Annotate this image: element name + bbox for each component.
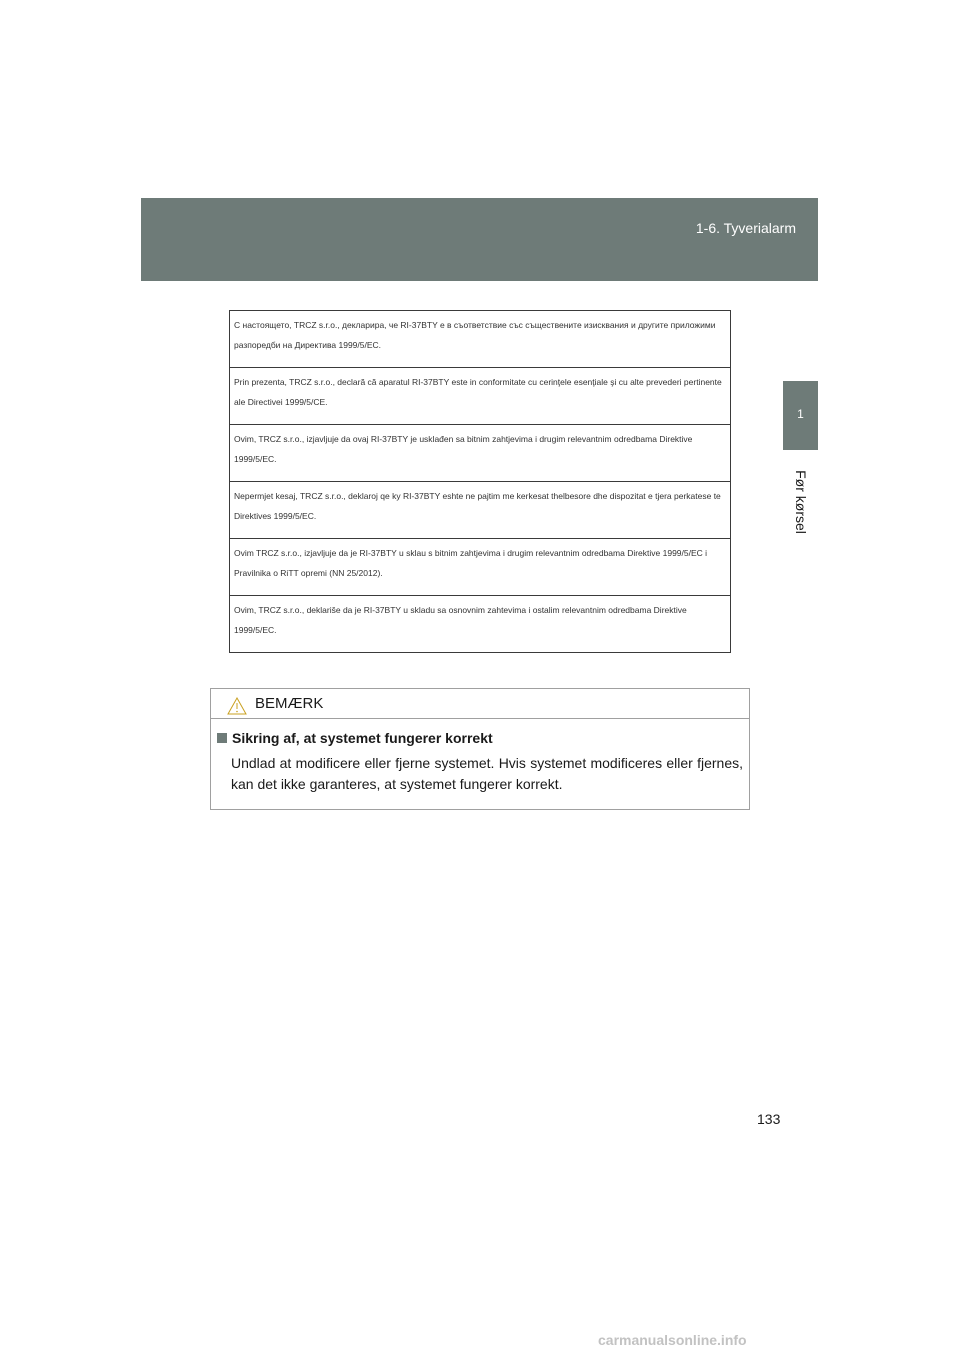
notice-box	[210, 688, 750, 810]
notice-bullet	[217, 727, 743, 749]
declaration-serbian: Ovim, TRCZ s.r.o., deklariše da je RI-37BTY u skladu sa osnovnim zahtevima i ostalim relevantnim odredbama Direktive 1999/5/EC.	[234, 605, 687, 635]
watermark: carmanualsonline.info	[598, 1332, 747, 1348]
square-bullet-icon	[217, 733, 227, 743]
notice-body	[211, 719, 749, 795]
declaration-table	[229, 310, 731, 653]
notice-header	[211, 689, 749, 719]
notice-bullet-heading: Sikring af, at systemet fungerer korrekt	[232, 730, 493, 746]
declaration-albanian: Nepermjet kesaj, TRCZ s.r.o., deklaroj qe ky RI-37BTY eshte ne pajtim me kerkesat thelbesore dhe dispozitat e tjera perkatese te Direktives 1999/5/EC.	[230, 482, 730, 539]
declaration-bulgarian: С настоящето, TRCZ s.r.o., декларира, че RI-37BTY е в съответствие със съществените изисквания и другите приложими разпоредби на Директива 1999/5/EC.	[230, 311, 730, 368]
notice-title: BEMÆRK	[255, 695, 324, 712]
warning-triangle-icon	[227, 697, 247, 715]
chapter-label: Før kørsel	[793, 470, 809, 534]
declaration-bosnian: Ovim, TRCZ s.r.o., izjavljuje da ovaj RI-37BTY je usklađen sa bitnim zahtjevima i drugim relevantnim odredbama Direktive 1999/5/EC.	[230, 425, 730, 482]
declaration-croatian: Ovim TRCZ s.r.o., izjavljuje da je RI-37BTY u sklau s bitnim zahtjevima i drugim relevantnim odredbama Direktive 1999/5/EC i Pravilnika o RiTT opremi (NN 25/2012).	[230, 539, 730, 596]
chapter-tab	[783, 381, 818, 450]
section-header-bar	[141, 198, 818, 281]
notice-text: Undlad at modificere eller fjerne systemet. Hvis systemet modificeres eller fjernes, kan det ikke garanteres, at systemet fungerer korrekt.	[231, 755, 743, 792]
page-number: 133	[757, 1111, 781, 1127]
section-title: 1-6. Tyverialarm	[695, 220, 796, 236]
declaration-romanian: Prin prezenta, TRCZ s.r.o., declară că aparatul RI-37BTY este in conformitate cu cerinţele esenţiale şi cu alte prevederi pertinente ale Directivei 1999/5/CE.	[230, 368, 730, 425]
chapter-number: 1	[797, 407, 804, 421]
chapter-label-container	[786, 462, 816, 542]
